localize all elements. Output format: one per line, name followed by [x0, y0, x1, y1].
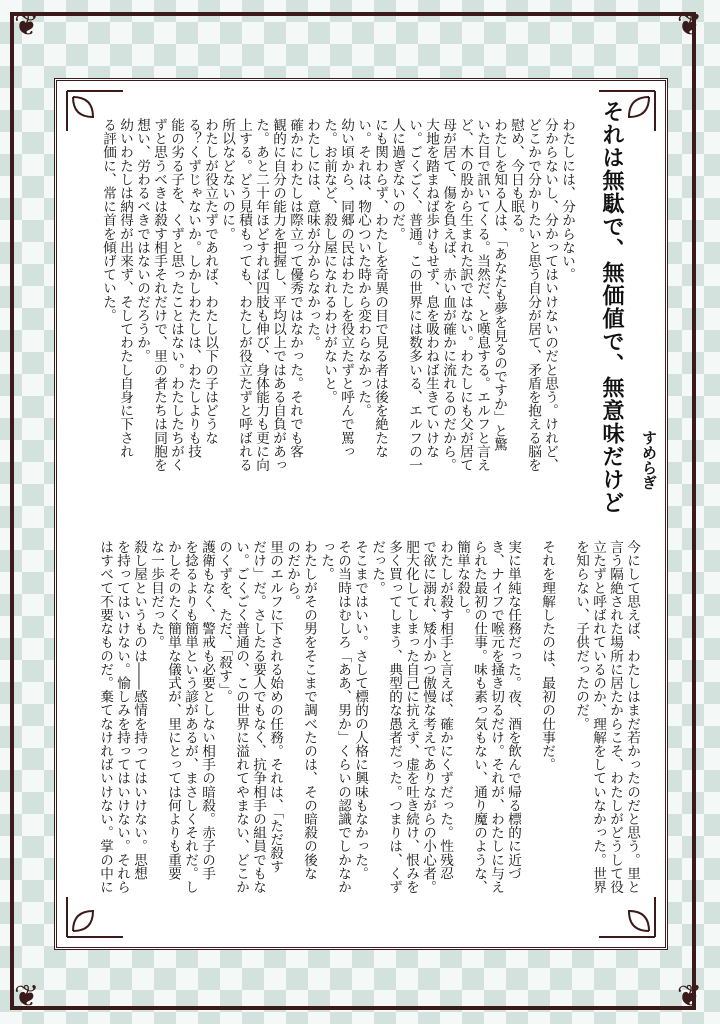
body-text-upper: わたしには、分からない。 分からないし、分かってはいけないのだと思う。けれど、 どこかで分かりたいと思う自分が居て、矛盾を抱える脳を 慰め、今日も眠る。 わたしを知る人は、「あなたも夢を見るのですか」と驚 いた目で訊いてくる。当然だ、と嘆息する。エルフと言え ど、木の股から生まれた訳ではない。わたしにも父が居て 母が居て、傷を負えば、赤い血が確かに流れるのだから。 大地を踏まねば歩けもせず、息を吸わねば生きていけな い。ごくごく、普通。この世界には数多いる、エルフの一 人に過ぎないのだ。 にも関わらず、わたしを奇異の目で見る者は後を絶たな い。それは、物心ついた時から変わらなかった。 幼い頃から、同郷の民はわたしを役立たずと呼んで罵っ た。お前など、殺し屋になれるわけがないと。 わたしには、意味が分からなかった。 確かにわたしは際立って優秀ではなかった。それでも客 観的に自分の能力を把握し、平均以上ではある自負があっ た。あと二十年ほどすれば四肢も伸び、身体能力も更に向 上する。どう見積もっても、わたしが役立たずと呼ばれる 所以などないのに。 わたしが役立たずであれば、わたし以下の子はどうな る？くずじゃないか。しかしわたしは、わたしよりも技 能の劣る子を、くずと思ったことはない。わたしたちがく ずと思うべきは殺す相手それだけで、里の者たちは同胞を 想い、労わるべきではないのだろうか。 幼いわたしは納得が出来ず、そしてわたし自身に下され る評価に、常に首を傾げていた。 [100, 118, 575, 472]
vine-ornament-icon: ❦ [14, 979, 40, 1014]
vine-ornament-icon: ❦ [676, 8, 702, 43]
vine-ornament-icon: ❦ [676, 979, 702, 1014]
body-text-lower: 今にして思えば、わたしはまだ若かったのだと思う。里と 言う隔絶された場所に居たからこそ、わたしがどうして役 立たずと呼ばれているのか、理解をしていなかった。世界 を知らない、子供だったのだ。 それを理解したのは、最初の仕事だ。 実に単純な任務だった。夜、酒を飲んで帰る標的に近づ き、ナイフで喉元を掻き切るだけ。それが、わたしに与え られた最初の仕事。味も素っ気もない、通り魔のような、 簡単な殺し。 わたしが殺す相手と言えば、確かにくずだった。性残忍 で欲に溺れ、矮小かつ傲慢な考えでありながらの小心者。 肥大化してしまった自己に抗えず、虚を吐き続け、恨みを 多く買ってしまう、典型的な愚者だった。つまりは、くず だった。 そこまではいい。さして標的の人格に興味もなかった。 その当時はむしろ「ああ、男か」くらいの認識でしかなか った。 わたしがその男をそこまで調べたのは、その暗殺の後な のだから。 里のエルフに下される始めの任務。それは、「ただ殺す だけ」だ。さしたる要人でもなく、抗争相手の組員でもな い。ごくごく普通の、この世界に溢れてやまない、どこか のくずを、ただ、「殺す」。 護衛もなく、警戒も必要としない相手の暗殺。赤子の手 を捻るよりも簡単という諺があるが、まさしくそれだ。し かしそのたく簡単な儀式が、里にとっては何よりも重要 な一歩目だった。 殺し屋というものは――感情を持ってはいけない。思想 を持ってはいけない。愉しみを持ってはいけない。それら はすべて不要なものだ。棄てなければいけない。掌の中に [97, 540, 640, 894]
author-name: すめらぎ [640, 430, 658, 490]
vine-ornament-icon: ❦ [14, 8, 40, 43]
story-title: それは無駄で、無価値で、無意味だけど [599, 100, 625, 514]
